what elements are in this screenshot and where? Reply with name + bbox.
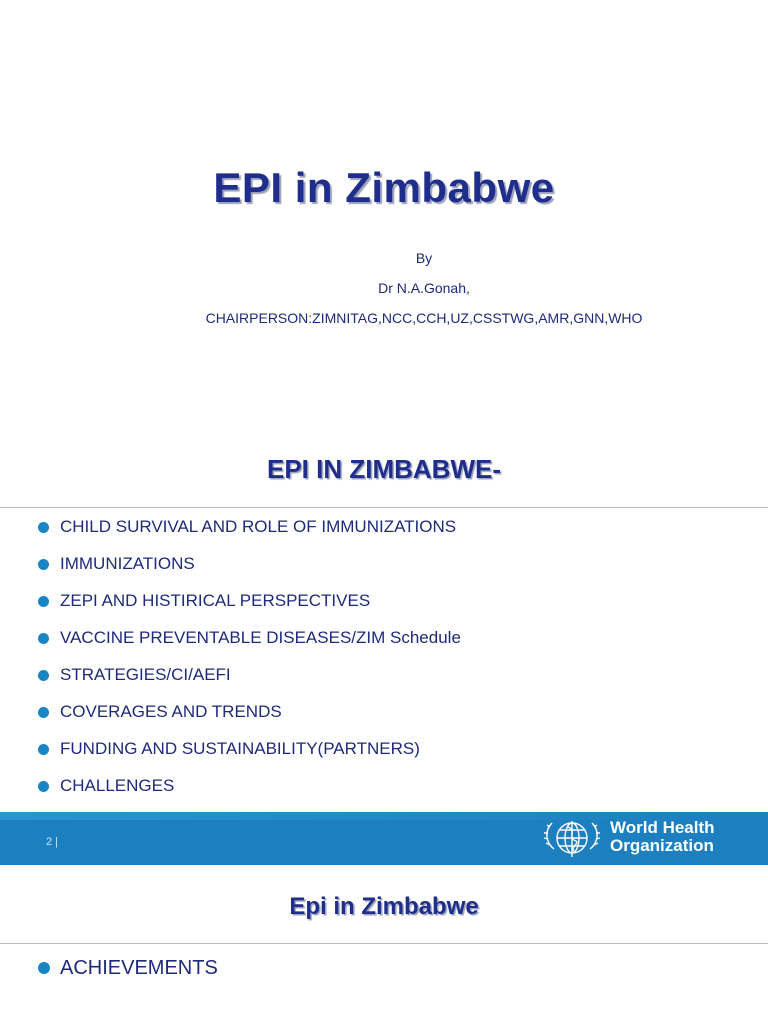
list-item-text: VACCINE PREVENTABLE DISEASES/ZIM Schedule bbox=[60, 628, 461, 647]
bullet-dot-icon bbox=[38, 707, 49, 718]
list-item bbox=[0, 738, 461, 775]
list-item bbox=[0, 627, 461, 664]
list-item-text: CHILD SURVIVAL AND ROLE OF IMMUNIZATIONS bbox=[60, 517, 457, 536]
byline-label: By bbox=[415, 250, 433, 266]
list-item bbox=[0, 701, 461, 738]
title-divider bbox=[0, 943, 768, 944]
list-item-text: ZEPI AND HISTIRICAL PERSPECTIVES bbox=[60, 591, 371, 610]
list-item-text: FUNDING AND SUSTAINABILITY(PARTNERS) bbox=[60, 739, 420, 758]
bullet-list bbox=[0, 516, 461, 812]
bullet-list bbox=[0, 955, 218, 981]
list-item bbox=[0, 955, 218, 981]
org-name-line1: World Health bbox=[610, 818, 715, 837]
slide-outline bbox=[0, 430, 768, 865]
title-divider bbox=[0, 507, 768, 508]
slide-title-heading: EPI IN ZIMBABWE- bbox=[267, 454, 501, 484]
bullet-dot-icon bbox=[38, 670, 49, 681]
slide-title bbox=[0, 0, 768, 430]
bullet-dot-icon bbox=[38, 559, 49, 570]
author-roles: CHAIRPERSON:ZIMNITAG,NCC,CCH,UZ,CSSTWG,AMR,GNN,WHO bbox=[205, 310, 643, 326]
list-item bbox=[0, 590, 461, 627]
author-name: Dr N.A.Gonah, bbox=[378, 280, 470, 296]
org-name-line2: Organization bbox=[610, 836, 714, 855]
presentation-title: EPI in Zimbabwe bbox=[213, 164, 555, 211]
list-item-text: ACHIEVEMENTS bbox=[60, 957, 218, 979]
slide-footer-bar bbox=[0, 812, 768, 865]
bullet-dot-icon bbox=[38, 744, 49, 755]
list-item-text: COVERAGES AND TRENDS bbox=[60, 702, 282, 721]
bullet-dot-icon bbox=[38, 596, 49, 607]
list-item-text: STRATEGIES/CI/AEFI bbox=[60, 665, 231, 684]
bullet-dot-icon bbox=[38, 633, 49, 644]
bullet-dot-icon bbox=[38, 781, 49, 792]
slide-achievements bbox=[0, 865, 768, 1024]
bullet-dot-icon bbox=[38, 962, 50, 974]
list-item bbox=[0, 664, 461, 701]
list-item-text: IMMUNIZATIONS bbox=[60, 554, 195, 573]
list-item-text: CHALLENGES bbox=[60, 776, 175, 795]
page-number: 2 | bbox=[46, 836, 59, 848]
who-logo-text bbox=[610, 819, 715, 855]
bullet-dot-icon bbox=[38, 522, 49, 533]
who-emblem-icon bbox=[540, 815, 604, 863]
list-item bbox=[0, 516, 461, 553]
list-item bbox=[0, 775, 461, 812]
slide-title-heading: Epi in Zimbabwe bbox=[289, 893, 479, 920]
list-item bbox=[0, 553, 461, 590]
